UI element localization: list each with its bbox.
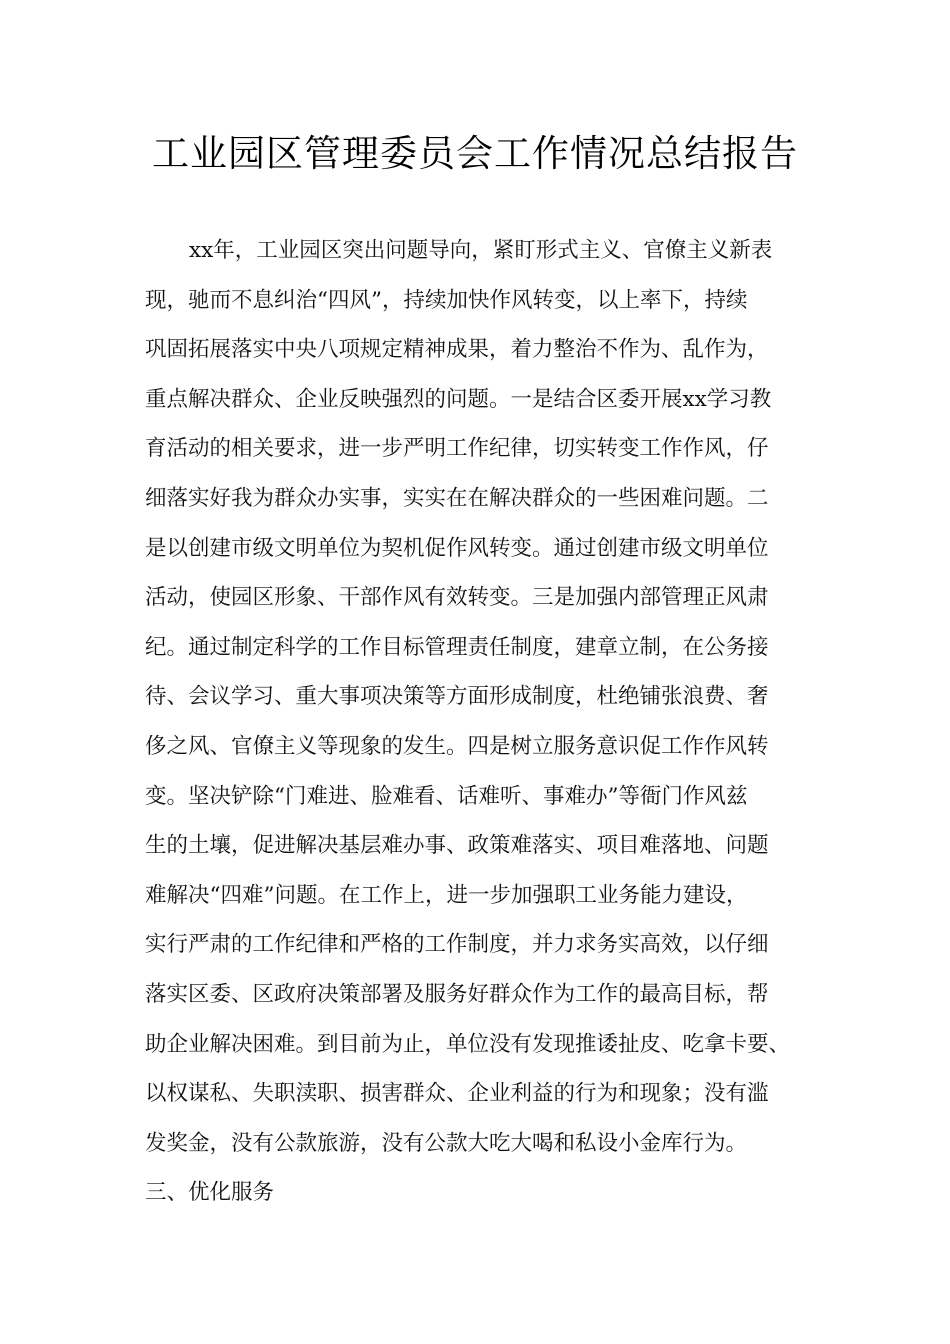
paragraph-line: 实行严肃的工作纪律和严格的工作制度，并力求务实高效，以仔细 [145,932,769,958]
paragraph-line: 巩固拓展落实中央八项规定精神成果，着力整治不作为、乱作为， [145,337,769,363]
paragraph-line: 变。坚决铲除“门难进、脸难看、话难听、事难办”等衙门作风兹 [145,783,748,809]
paragraph-line: 待、会议学习、重大事项决策等方面形成制度，杜绝铺张浪费、奢 [145,684,769,710]
paragraph-line: 落实区委、区政府决策部署及服务好群众作为工作的最高目标，帮 [145,981,769,1007]
paragraph-line: 助企业解决困难。到目前为止，单位没有发现推诿扯皮、吃拿卡要、 [145,1031,791,1057]
paragraph-line: 纪。通过制定科学的工作目标管理责任制度，建章立制，在公务接 [145,634,769,660]
paragraph-line: 细落实好我为群众办实事，实实在在解决群众的一些困难问题。二 [145,485,769,511]
paragraph-line: 重点解决群众、企业反映强烈的问题。一是结合区委开展xx学习教 [145,386,772,412]
paragraph-line: 生的土壤，促进解决基层难办事、政策难落实、项目难落地、问题 [145,833,769,859]
paragraph-line: 以权谋私、失职渎职、损害群众、企业利益的行为和现象；没有滥 [145,1081,769,1107]
paragraph-line: 侈之风、官僚主义等现象的发生。四是树立服务意识促工作作风转 [145,733,769,759]
paragraph-line: 现，驰而不息纠治“四风”，持续加快作风转变，以上率下，持续 [145,287,748,313]
paragraph-line: 难解决“四难”问题。在工作上，进一步加强职工业务能力建设， [145,882,748,908]
document-title: 工业园区管理委员会工作情况总结报告 [152,132,798,175]
paragraph-line: 育活动的相关要求，进一步严明工作纪律，切实转变工作作风，仔 [145,436,769,462]
paragraph-line: 活动，使园区形象、干部作风有效转变。三是加强内部管理正风肃 [145,585,769,611]
document-body [145,226,835,1218]
paragraph-line: 发奖金，没有公款旅游，没有公款大吃大喝和私设小金库行为。 [145,1130,748,1156]
paragraph-line: xx年，工业园区突出问题导向，紧盯形式主义、官僚主义新表 [189,238,773,263]
paragraph-line: 是以创建市级文明单位为契机促作风转变。通过创建市级文明单位 [145,535,769,561]
section-heading: 三、优化服务 [145,1180,275,1206]
